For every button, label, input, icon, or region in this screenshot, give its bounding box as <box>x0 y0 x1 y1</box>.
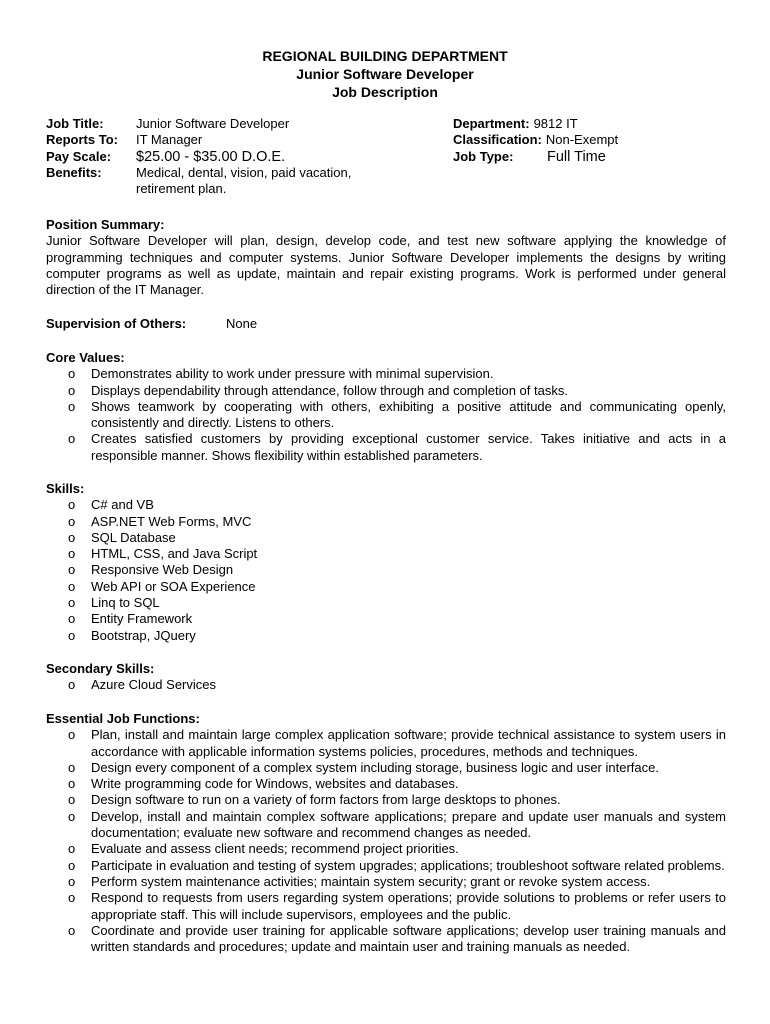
bullet-icon: o <box>68 776 76 792</box>
list-item: o Displays dependability through attendance, follow through and completion of tasks. <box>68 382 568 398</box>
pay-scale-value: $25.00 - $35.00 D.O.E. <box>136 148 286 165</box>
bullet-icon: o <box>68 398 76 414</box>
job-meta-right <box>453 116 743 165</box>
job-type-label: Job Type: <box>453 148 514 164</box>
job-type-row <box>453 149 743 165</box>
pay-scale-row <box>46 149 406 165</box>
bullet-icon: o <box>68 497 76 513</box>
position-summary-section <box>46 217 726 298</box>
pay-scale-label: Pay Scale: <box>46 148 112 164</box>
reports-to-row <box>46 132 406 148</box>
reports-to-label: Reports To: <box>46 132 118 148</box>
essential-functions-heading: Essential Job Functions: <box>46 711 200 726</box>
bullet-icon: o <box>68 759 76 775</box>
list-item: o Participate in evaluation and testing of system upgrades; applications; troubleshoot software related problems. <box>68 857 725 873</box>
job-meta-left <box>46 116 406 197</box>
list-item: o Evaluate and assess client needs; recommend project priorities. <box>68 841 459 857</box>
department-heading: REGIONAL BUILDING DEPARTMENT <box>262 48 508 64</box>
department-label: Department: <box>453 116 530 131</box>
job-title-label: Job Title: <box>46 116 104 131</box>
secondary-skills-list <box>46 677 726 693</box>
department-row <box>453 116 743 132</box>
benefits-row <box>46 165 406 198</box>
bullet-icon: o <box>68 382 76 398</box>
essential-functions-section <box>46 711 726 955</box>
position-summary-text: Junior Software Developer will plan, design, develop code, and test new software applying the knowledge of programming techniques and computer systems. Junior Software Developer implements the designs by writing computer programs as well as update, maintain and repair existing programs. Work is performed under general direction of the IT Manager. <box>46 233 726 298</box>
secondary-skills-heading: Secondary Skills: <box>46 661 155 676</box>
bullet-icon: o <box>68 677 76 693</box>
list-item: o Creates satisfied customers by providing exceptional customer service. Takes initiative and acts in a responsible manner. Shows flexibility within established parameters. <box>68 431 726 463</box>
essential-functions-list <box>46 727 726 955</box>
list-item: o Bootstrap, JQuery <box>68 627 196 643</box>
skills-heading: Skills: <box>46 481 85 496</box>
list-item: o Coordinate and provide user training for applicable software applications; develop user training manuals and written standards and procedures; update and maintain user and training manuals as needed. <box>68 922 726 955</box>
list-item: o Plan, install and maintain large complex application software; provide technical assistance to system users in accordance with applicable information systems policies, procedures, methods and techniques. <box>68 727 726 759</box>
bullet-icon: o <box>68 857 76 873</box>
list-item: o Responsive Web Design <box>68 562 234 578</box>
benefits-label: Benefits: <box>46 164 102 180</box>
list-item: o ASP.NET Web Forms, MVC <box>68 513 252 529</box>
list-item: o Linq to SQL <box>68 595 160 611</box>
bullet-icon: o <box>68 890 76 906</box>
list-item: o Web API or SOA Experience <box>68 578 256 594</box>
bullet-icon: o <box>68 431 76 447</box>
bullet-icon: o <box>68 792 76 808</box>
department-value: 9812 IT <box>533 116 578 131</box>
classification-row <box>453 132 743 148</box>
list-item: o C# and VB <box>68 497 154 513</box>
skills-list <box>46 497 726 644</box>
core-values-heading: Core Values: <box>46 350 125 365</box>
list-item: o Develop, install and maintain complex software applications; prepare and update user manuals and system documentation; evaluate new software and recommend changes as needed. <box>68 808 726 841</box>
bullet-icon: o <box>68 529 76 545</box>
skills-section <box>46 481 726 644</box>
benefits-value: Medical, dental, vision, paid vacation, retirement plan. <box>136 164 352 197</box>
job-type-value: Full Time <box>547 148 606 165</box>
bullet-icon: o <box>68 562 76 578</box>
list-item: o Shows teamwork by cooperating with others, exhibiting a positive attitude and communicating openly, consistently and directly. Listens to others. <box>68 398 726 431</box>
secondary-skills-section <box>46 661 726 694</box>
list-item: o SQL Database <box>68 529 176 545</box>
classification-value: Non-Exempt <box>545 132 619 148</box>
list-item: o Design every component of a complex system including storage, business logic and user interface. <box>68 759 659 775</box>
list-item: o Write programming code for Windows, websites and databases. <box>68 776 459 792</box>
core-values-section <box>46 350 726 464</box>
core-values-list <box>46 366 726 464</box>
supervision-row <box>46 316 257 332</box>
bullet-icon: o <box>68 513 76 529</box>
reports-to-value: IT Manager <box>136 132 203 148</box>
list-item: o Perform system maintenance activities; maintain system security; grant or revoke system access. <box>68 873 651 889</box>
list-item: o HTML, CSS, and Java Script <box>68 546 258 562</box>
position-summary-heading: Position Summary: <box>46 217 165 232</box>
bullet-icon: o <box>68 841 76 857</box>
list-item: o Design software to run on a variety of form factors from large desktops to phones. <box>68 792 561 808</box>
job-heading: Junior Software Developer <box>296 66 474 82</box>
bullet-icon: o <box>68 727 76 743</box>
bullet-icon: o <box>68 627 76 643</box>
bullet-icon: o <box>68 873 76 889</box>
classification-label: Classification: <box>453 132 542 148</box>
list-item: o Respond to requests from users regarding system operations; provide solutions to problems or refer users to appropriate staff. This will include supervisors, employees and the public. <box>68 890 726 922</box>
bullet-icon: o <box>68 595 76 611</box>
bullet-icon: o <box>68 578 76 594</box>
bullet-icon: o <box>68 922 76 938</box>
bullet-icon: o <box>68 808 76 824</box>
list-item: o Demonstrates ability to work under pressure with minimal supervision. <box>68 366 494 382</box>
bullet-icon: o <box>68 546 76 562</box>
supervision-label: Supervision of Others: <box>46 316 187 331</box>
doc-type-heading: Job Description <box>332 84 438 100</box>
job-title-value: Junior Software Developer <box>136 116 290 131</box>
list-item: o Entity Framework <box>68 611 193 627</box>
supervision-value: None <box>226 316 258 331</box>
list-item: o Azure Cloud Services <box>68 677 216 693</box>
bullet-icon: o <box>68 611 76 627</box>
bullet-icon: o <box>68 366 76 382</box>
job-title-row <box>46 116 406 132</box>
